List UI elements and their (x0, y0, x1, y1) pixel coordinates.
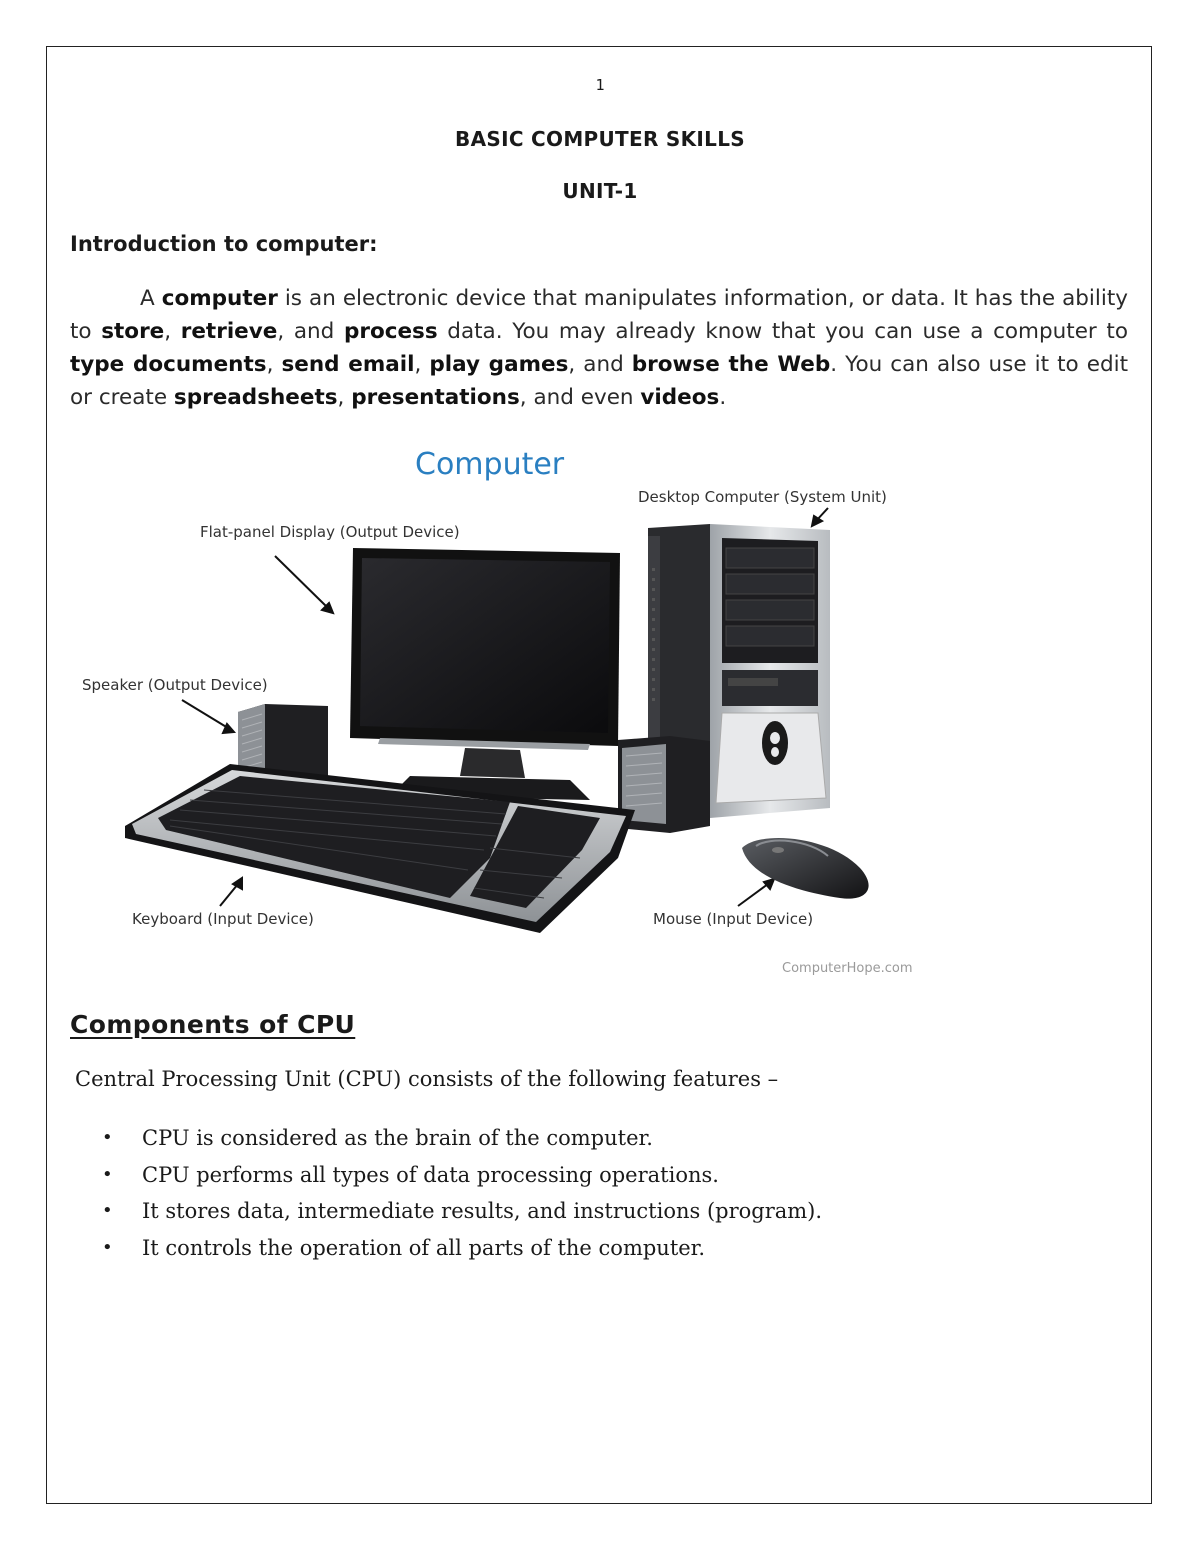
list-item: • CPU is considered as the brain of the computer. (102, 1120, 822, 1157)
term-presentations: presentations (351, 385, 520, 410)
list-item: • It stores data, intermediate results, and instructions (program). (102, 1193, 822, 1230)
bullet-icon: • (102, 1163, 113, 1185)
bullet-icon: • (102, 1200, 113, 1221)
label-mouse: Mouse (Input Device) (653, 910, 814, 928)
term-spreadsheets: spreadsheets (173, 385, 338, 410)
term-retrieve: retrieve (180, 319, 278, 344)
cpu-feature-list (102, 1120, 822, 1266)
label-system-unit: Desktop Computer (System Unit) (638, 488, 887, 506)
computer-figure (70, 438, 950, 983)
term-videos: videos (640, 385, 720, 410)
bullet-icon: • (102, 1127, 113, 1148)
term-type-documents: type documents (70, 352, 267, 377)
intro-heading: Introduction to computer: (70, 232, 378, 256)
term-browse-web: browse the Web (631, 352, 831, 377)
document-title: BASIC COMPUTER SKILLS (455, 127, 745, 151)
term-play-games: play games (429, 352, 569, 377)
term-computer: computer (161, 286, 278, 311)
cpu-heading: Components of CPU (70, 1010, 356, 1039)
list-item: • CPU performs all types of data processing operations. (102, 1157, 822, 1194)
cpu-intro: Central Processing Unit (CPU) consists of the following features – (75, 1067, 779, 1091)
bullet-icon: • (102, 1236, 113, 1258)
label-keyboard: Keyboard (Input Device) (132, 910, 314, 928)
label-display: Flat-panel Display (Output Device) (200, 523, 460, 541)
unit-title: UNIT-1 (562, 179, 638, 203)
monitor-image (350, 548, 620, 800)
figure-credit: ComputerHope.com (782, 961, 913, 976)
term-send-email: send email (281, 352, 415, 377)
list-item: • It controls the operation of all parts of the computer. (102, 1230, 822, 1267)
page-number: 1 (595, 76, 605, 94)
figure-title: Computer (415, 447, 565, 482)
label-speaker: Speaker (Output Device) (82, 676, 268, 694)
intro-paragraph: A computer is an electronic device that manipulates information, or data. It has the ability to store, retrieve, and process data. You may already know that you can use a computer to type documents, send email, play games, and browse the Web. You can also use it to edit or create spreadsheets, presentations, and even videos. (70, 286, 1129, 410)
term-process: process (343, 319, 438, 344)
term-store: store (101, 319, 165, 344)
